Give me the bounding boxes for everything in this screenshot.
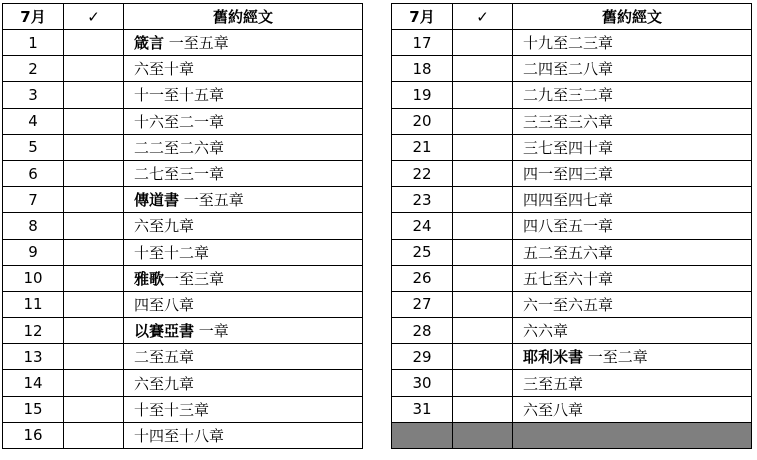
check-header: ✓ xyxy=(453,4,513,30)
checkbox-cell[interactable] xyxy=(64,160,124,186)
chapter-range: 五二至五六章 xyxy=(523,243,614,262)
reading-cell xyxy=(513,56,752,82)
month-header: 7月 xyxy=(3,4,64,30)
checkbox-cell[interactable] xyxy=(453,82,513,108)
chapter-range: 六至十章 xyxy=(134,60,195,79)
chapter-range: 二二至二六章 xyxy=(134,138,225,157)
book-name: 耶利米書 xyxy=(523,348,584,367)
day-number: 3 xyxy=(3,82,64,108)
reading-table-right xyxy=(391,3,752,449)
reading-header: 舊約經文 xyxy=(124,4,363,30)
day-number: 26 xyxy=(392,265,453,291)
reading-cell xyxy=(124,291,363,317)
table-row xyxy=(392,134,752,160)
filler-cell xyxy=(392,422,453,448)
table-row xyxy=(392,82,752,108)
reading-cell xyxy=(513,318,752,344)
day-number: 5 xyxy=(3,134,64,160)
chapter-range: 五七至六十章 xyxy=(523,269,614,288)
chapter-range: 三至五章 xyxy=(523,374,584,393)
checkbox-cell[interactable] xyxy=(453,134,513,160)
chapter-range: 四一至四三章 xyxy=(523,165,614,184)
checkbox-cell[interactable] xyxy=(453,239,513,265)
reading-cell xyxy=(124,265,363,291)
table-row xyxy=(3,422,363,448)
day-number: 11 xyxy=(3,291,64,317)
reading-cell xyxy=(513,108,752,134)
chapter-range: 六至八章 xyxy=(523,400,584,419)
table-row xyxy=(3,291,363,317)
reading-cell xyxy=(124,160,363,186)
day-number: 7 xyxy=(3,187,64,213)
table-row xyxy=(3,396,363,422)
table-row xyxy=(392,344,752,370)
chapter-range: 四八至五一章 xyxy=(523,217,614,236)
chapter-range: 四四至四七章 xyxy=(523,191,614,210)
reading-cell xyxy=(513,187,752,213)
reading-cell xyxy=(513,239,752,265)
reading-cell xyxy=(124,370,363,396)
chapter-range: 十九至二三章 xyxy=(523,34,614,53)
table-row xyxy=(392,265,752,291)
checkbox-cell[interactable] xyxy=(64,318,124,344)
chapter-range: 二四至二八章 xyxy=(523,60,614,79)
checkbox-cell[interactable] xyxy=(453,318,513,344)
table-row xyxy=(392,56,752,82)
filler-row xyxy=(392,422,752,448)
day-number: 6 xyxy=(3,160,64,186)
chapter-range: 六至九章 xyxy=(134,374,195,393)
checkbox-cell[interactable] xyxy=(64,265,124,291)
day-number: 19 xyxy=(392,82,453,108)
day-number: 10 xyxy=(3,265,64,291)
checkbox-cell[interactable] xyxy=(453,187,513,213)
checkbox-cell[interactable] xyxy=(64,370,124,396)
reading-cell xyxy=(513,213,752,239)
day-number: 24 xyxy=(392,213,453,239)
reading-cell xyxy=(124,82,363,108)
reading-cell xyxy=(513,291,752,317)
table-row xyxy=(3,82,363,108)
table-row xyxy=(3,30,363,56)
day-number: 21 xyxy=(392,134,453,160)
reading-cell xyxy=(124,344,363,370)
reading-cell xyxy=(513,134,752,160)
table-row xyxy=(392,396,752,422)
checkbox-cell[interactable] xyxy=(453,30,513,56)
table-row xyxy=(392,239,752,265)
checkbox-cell[interactable] xyxy=(453,56,513,82)
day-number: 28 xyxy=(392,318,453,344)
table-row xyxy=(392,370,752,396)
chapter-range: 十至十三章 xyxy=(134,400,210,419)
checkbox-cell[interactable] xyxy=(453,396,513,422)
reading-cell xyxy=(513,82,752,108)
day-number: 31 xyxy=(392,396,453,422)
table-row xyxy=(3,160,363,186)
chapter-range: 六至九章 xyxy=(134,217,195,236)
filler-cell xyxy=(453,422,513,448)
table-row xyxy=(392,187,752,213)
table-row xyxy=(3,108,363,134)
checkbox-cell[interactable] xyxy=(453,265,513,291)
reading-cell xyxy=(513,160,752,186)
reading-cell xyxy=(124,187,363,213)
day-number: 13 xyxy=(3,344,64,370)
month-header: 7月 xyxy=(392,4,453,30)
chapter-range: 六六章 xyxy=(523,322,569,341)
day-number: 8 xyxy=(3,213,64,239)
day-number: 30 xyxy=(392,370,453,396)
checkbox-cell[interactable] xyxy=(64,82,124,108)
checkbox-cell[interactable] xyxy=(453,291,513,317)
reading-cell xyxy=(124,56,363,82)
book-name: 傳道書 xyxy=(134,191,180,210)
day-number: 25 xyxy=(392,239,453,265)
table-row xyxy=(3,370,363,396)
filler-cell xyxy=(513,422,752,448)
reading-cell xyxy=(124,134,363,160)
checkbox-cell[interactable] xyxy=(453,160,513,186)
table-row xyxy=(392,108,752,134)
day-number: 2 xyxy=(3,56,64,82)
table-row xyxy=(392,291,752,317)
chapter-range: 一至五章 xyxy=(164,34,229,53)
chapter-range: 三三至三六章 xyxy=(523,112,614,131)
table-row xyxy=(392,30,752,56)
checkbox-cell[interactable] xyxy=(64,108,124,134)
day-number: 16 xyxy=(3,422,64,448)
day-number: 15 xyxy=(3,396,64,422)
reading-table-left xyxy=(2,3,363,449)
checkbox-cell[interactable] xyxy=(64,396,124,422)
day-number: 4 xyxy=(3,108,64,134)
table-row xyxy=(3,265,363,291)
chapter-range: 二七至三一章 xyxy=(134,165,225,184)
checkbox-cell[interactable] xyxy=(453,213,513,239)
checkbox-cell[interactable] xyxy=(64,213,124,239)
reading-cell xyxy=(124,239,363,265)
book-name: 以賽亞書 xyxy=(134,322,195,341)
checkbox-cell[interactable] xyxy=(64,239,124,265)
reading-cell xyxy=(513,344,752,370)
day-number: 22 xyxy=(392,160,453,186)
table-row xyxy=(392,213,752,239)
table-row xyxy=(3,318,363,344)
table-row xyxy=(3,187,363,213)
checkbox-cell[interactable] xyxy=(453,108,513,134)
checkbox-cell[interactable] xyxy=(64,56,124,82)
table-row xyxy=(392,318,752,344)
reading-cell xyxy=(513,396,752,422)
table-row xyxy=(3,134,363,160)
reading-cell xyxy=(124,213,363,239)
checkbox-cell[interactable] xyxy=(64,30,124,56)
day-number: 12 xyxy=(3,318,64,344)
day-number: 14 xyxy=(3,370,64,396)
reading-cell xyxy=(124,108,363,134)
chapter-range: 十至十二章 xyxy=(134,243,210,262)
day-number: 29 xyxy=(392,344,453,370)
book-name: 雅歌 xyxy=(134,269,165,288)
header-row xyxy=(3,4,363,30)
chapter-range: 一至三章 xyxy=(164,269,225,288)
reading-header: 舊約經文 xyxy=(513,4,752,30)
chapter-range: 十四至十八章 xyxy=(134,426,225,445)
checkbox-cell[interactable] xyxy=(64,291,124,317)
table-row xyxy=(392,160,752,186)
day-number: 9 xyxy=(3,239,64,265)
checkbox-cell[interactable] xyxy=(453,344,513,370)
chapter-range: 十六至二一章 xyxy=(134,112,225,131)
day-number: 18 xyxy=(392,56,453,82)
checkbox-cell[interactable] xyxy=(64,134,124,160)
reading-cell xyxy=(124,318,363,344)
chapter-range: 一章 xyxy=(194,322,229,341)
day-number: 27 xyxy=(392,291,453,317)
day-number: 23 xyxy=(392,187,453,213)
day-number: 20 xyxy=(392,108,453,134)
reading-cell xyxy=(513,265,752,291)
checkbox-cell[interactable] xyxy=(64,422,124,448)
chapter-range: 六一至六五章 xyxy=(523,295,614,314)
checkbox-cell[interactable] xyxy=(64,344,124,370)
reading-cell xyxy=(513,370,752,396)
check-header: ✓ xyxy=(64,4,124,30)
checkbox-cell[interactable] xyxy=(453,370,513,396)
day-number: 1 xyxy=(3,30,64,56)
chapter-range: 十一至十五章 xyxy=(134,86,225,105)
table-row xyxy=(3,56,363,82)
chapter-range: 二至五章 xyxy=(134,348,195,367)
checkbox-cell[interactable] xyxy=(64,187,124,213)
reading-cell xyxy=(124,422,363,448)
chapter-range: 三七至四十章 xyxy=(523,138,614,157)
chapter-range: 二九至三二章 xyxy=(523,86,614,105)
reading-cell xyxy=(513,30,752,56)
day-number: 17 xyxy=(392,30,453,56)
chapter-range: 一至二章 xyxy=(583,348,648,367)
table-row xyxy=(3,213,363,239)
table-row xyxy=(3,344,363,370)
book-name: 箴言 xyxy=(134,34,165,53)
header-row xyxy=(392,4,752,30)
chapter-range: 四至八章 xyxy=(134,295,195,314)
chapter-range: 一至五章 xyxy=(179,191,244,210)
reading-cell xyxy=(124,30,363,56)
reading-cell xyxy=(124,396,363,422)
table-row xyxy=(3,239,363,265)
